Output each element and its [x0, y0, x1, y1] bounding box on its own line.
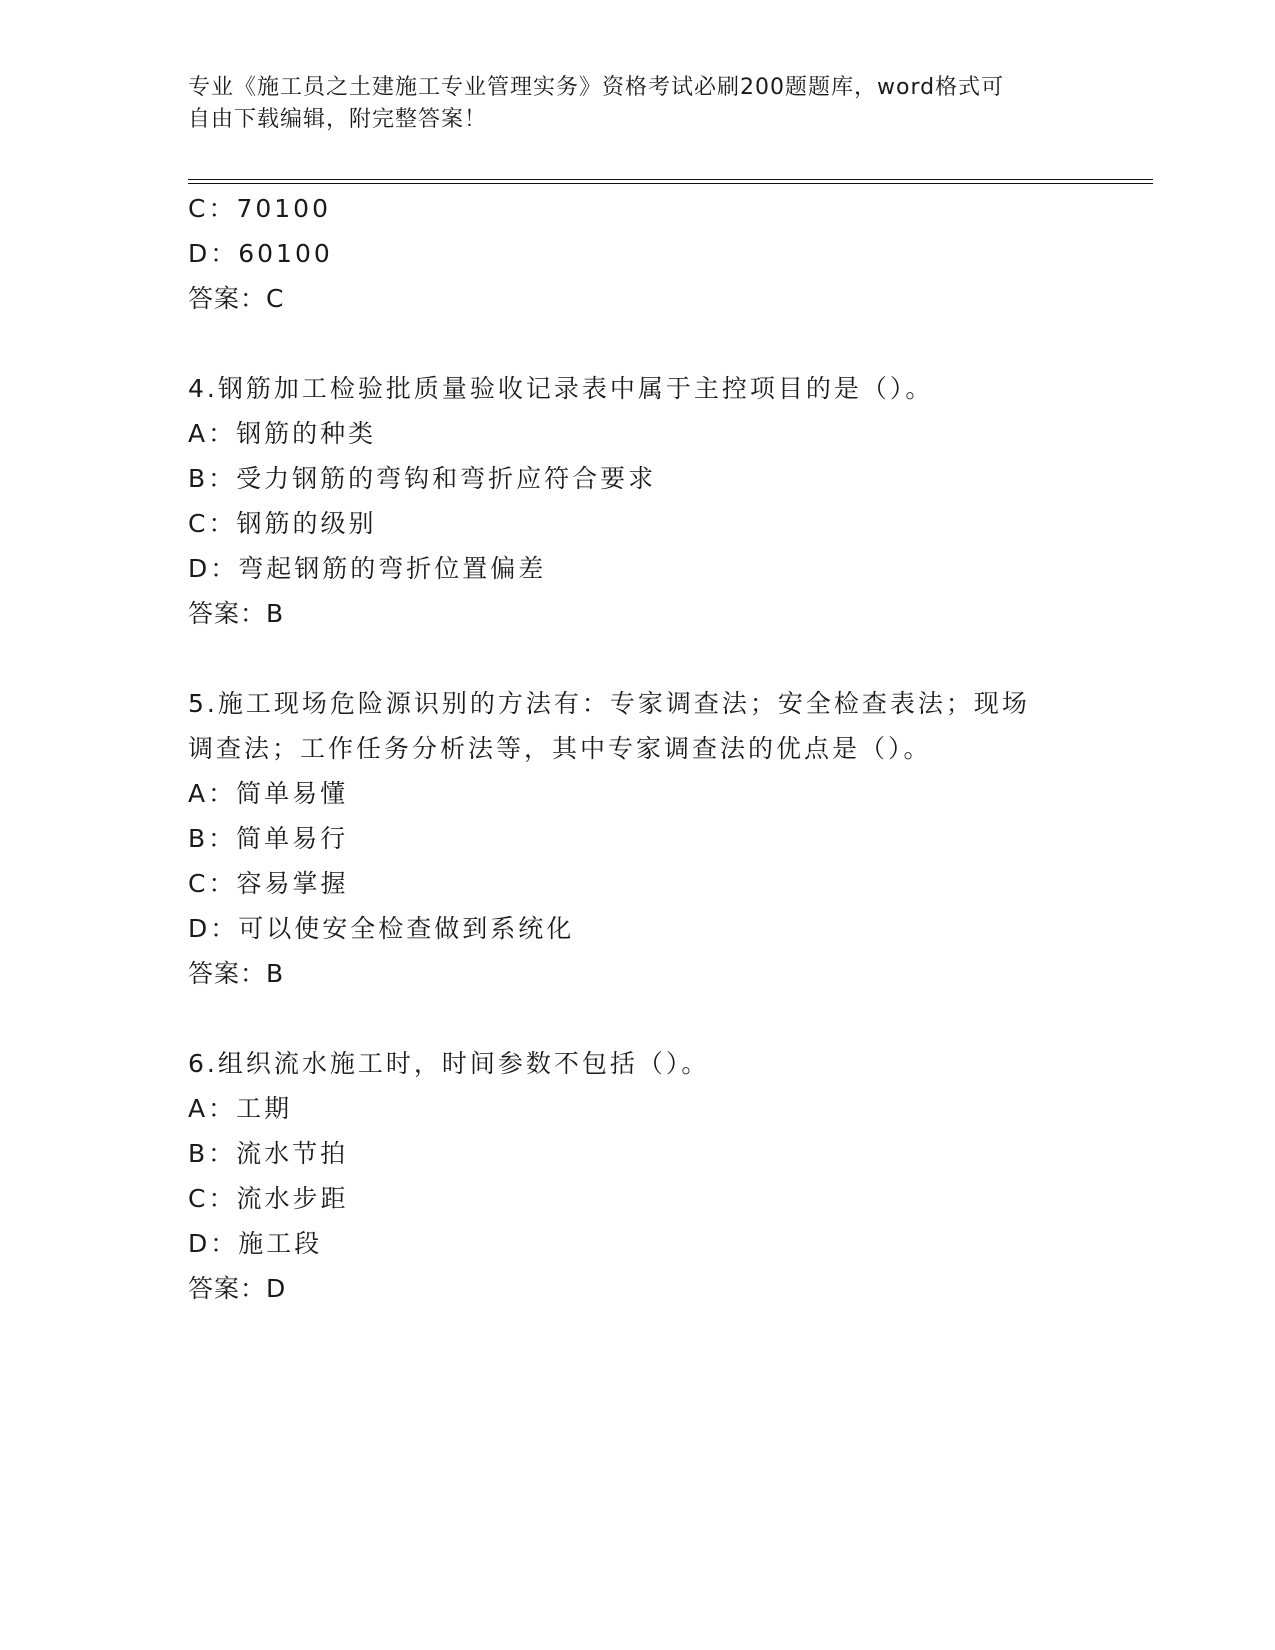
q3-answer: 答案：C	[188, 284, 285, 313]
q6-option-d: D：施工段	[188, 1229, 323, 1258]
q6-option-b: B：流水节拍	[188, 1139, 349, 1168]
q6-stem: 6.组织流水施工时，时间参数不包括（）。	[188, 1049, 710, 1078]
q6-answer: 答案：D	[188, 1274, 287, 1303]
q5-stem-line-1: 5.施工现场危险源识别的方法有：专家调查法；安全检查表法；现场	[188, 689, 1030, 718]
q4-answer: 答案：B	[188, 599, 285, 628]
header-title-line-1: 专业《施工员之土建施工专业管理实务》资格考试必刷200题题库，word格式可	[188, 75, 1005, 100]
q3-option-c: C：70100	[188, 194, 331, 223]
q6-option-c: C：流水步距	[188, 1184, 349, 1213]
q4-option-d: D：弯起钢筋的弯折位置偏差	[188, 554, 547, 583]
q3-option-d: D：60100	[188, 239, 333, 268]
q5-option-a: A：简单易懂	[188, 779, 349, 808]
header-title-line-2: 自由下载编辑，附完整答案！	[188, 107, 488, 132]
q4-stem: 4.钢筋加工检验批质量验收记录表中属于主控项目的是（）。	[188, 374, 934, 403]
q6-option-a: A：工期	[188, 1094, 293, 1123]
q5-answer: 答案：B	[188, 959, 285, 988]
header-divider-bottom	[188, 183, 1153, 184]
q4-option-c: C：钢筋的级别	[188, 509, 377, 538]
q5-option-d: D：可以使安全检查做到系统化	[188, 914, 575, 943]
q4-option-b: B：受力钢筋的弯钩和弯折应符合要求	[188, 464, 657, 493]
q5-option-c: C：容易掌握	[188, 869, 349, 898]
q5-stem-line-2: 调查法；工作任务分析法等，其中专家调查法的优点是（）。	[188, 734, 932, 763]
q4-option-a: A：钢筋的种类	[188, 419, 377, 448]
q5-option-b: B：简单易行	[188, 824, 349, 853]
header-divider-top	[188, 179, 1153, 180]
document-header	[188, 72, 1068, 136]
